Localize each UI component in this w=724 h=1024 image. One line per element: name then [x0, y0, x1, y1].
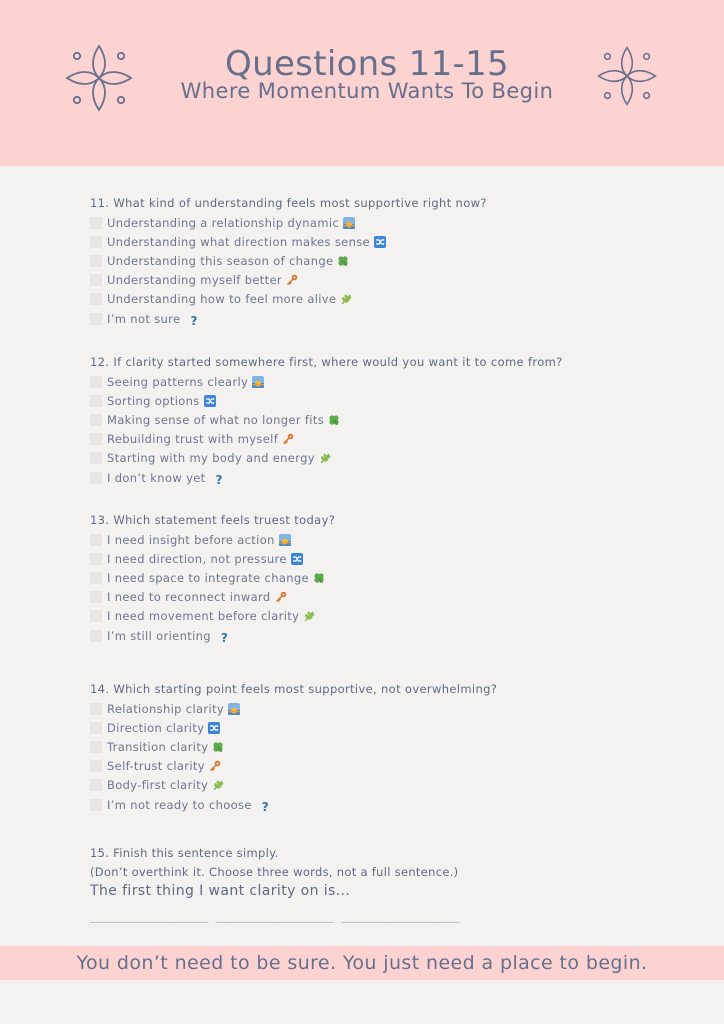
checkbox[interactable]: [90, 591, 102, 603]
option-label: Direction clarity: [107, 720, 205, 735]
answer-blank-1[interactable]: ________________________: [90, 910, 208, 923]
sunrise-emoji-icon: [252, 376, 264, 388]
checkbox[interactable]: [90, 414, 102, 426]
q14-option-not-ready[interactable]: [90, 797, 269, 812]
four-leaf-clover-emoji-icon: [337, 255, 349, 267]
checkbox[interactable]: [90, 722, 102, 734]
option-label: Understanding what direction makes sense: [107, 234, 370, 249]
key-emoji-icon: [275, 591, 287, 603]
checkbox[interactable]: [90, 534, 102, 546]
q12-option-trust[interactable]: [90, 431, 294, 446]
q11-option-alive[interactable]: [90, 291, 352, 306]
footer-banner: [0, 946, 724, 980]
q13-option-orienting[interactable]: [90, 628, 228, 643]
question-15-prompt: 15. Finish this sentence simply.: [90, 846, 279, 860]
checkbox[interactable]: [90, 395, 102, 407]
checkbox[interactable]: [90, 779, 102, 791]
option-label: I’m still orienting: [107, 628, 211, 643]
checkbox[interactable]: [90, 217, 102, 229]
checkbox[interactable]: [90, 760, 102, 772]
herb-emoji-icon: [319, 452, 331, 464]
q11-option-season[interactable]: [90, 253, 349, 268]
q12-option-sorting[interactable]: [90, 393, 216, 408]
q14-option-direction[interactable]: [90, 720, 220, 735]
answer-blank-3[interactable]: ________________________: [341, 910, 459, 923]
sunrise-emoji-icon: [279, 534, 291, 546]
question-mark-icon: ?: [261, 799, 270, 814]
shuffle-emoji-icon: [208, 722, 220, 734]
checkbox[interactable]: [90, 553, 102, 565]
checkbox[interactable]: [90, 236, 102, 248]
herb-emoji-icon: [340, 293, 352, 305]
option-label: I need direction, not pressure: [107, 551, 287, 566]
checkbox[interactable]: [90, 452, 102, 464]
question-mark-icon: ?: [215, 472, 223, 487]
q12-option-patterns[interactable]: [90, 374, 264, 389]
q13-option-direction[interactable]: [90, 551, 303, 566]
four-leaf-clover-emoji-icon: [313, 572, 325, 584]
q11-option-relationship[interactable]: [90, 215, 355, 230]
option-label: I need space to integrate change: [107, 570, 309, 585]
key-emoji-icon: [209, 760, 221, 772]
question-mark-icon: ?: [220, 630, 229, 645]
q13-option-reconnect[interactable]: [90, 589, 287, 604]
option-label: Understanding this season of change: [107, 253, 334, 268]
footer-text: You don’t need to be sure. You just need a place to begin.: [76, 952, 648, 974]
sunrise-emoji-icon: [228, 703, 240, 715]
checkbox[interactable]: [90, 630, 102, 642]
checkbox[interactable]: [90, 572, 102, 584]
herb-emoji-icon: [303, 610, 315, 622]
q12-option-no-longer-fits[interactable]: [90, 412, 340, 427]
option-label: Relationship clarity: [107, 701, 225, 716]
q14-option-self-trust[interactable]: [90, 758, 221, 773]
q11-option-myself[interactable]: [90, 272, 298, 287]
q11-option-not-sure[interactable]: [90, 311, 198, 326]
option-label: I need insight before action: [107, 532, 275, 547]
option-label: Starting with my body and energy: [107, 450, 315, 465]
answer-blank-2[interactable]: ________________________: [215, 910, 334, 923]
option-label: Understanding myself better: [107, 272, 283, 287]
q13-option-space[interactable]: [90, 570, 325, 585]
checkbox[interactable]: [90, 255, 102, 267]
option-label: Sorting options: [107, 393, 200, 408]
four-leaf-clover-emoji-icon: [328, 414, 340, 426]
question-14-prompt: 14. Which starting point feels most supportive, not overwhelming?: [90, 682, 498, 696]
question-13-prompt: 13. Which statement feels truest today?: [90, 513, 336, 527]
page-subtitle: Where Momentum Wants To Begin: [180, 79, 554, 103]
q14-option-relationship[interactable]: [90, 701, 240, 716]
shuffle-emoji-icon: [374, 236, 386, 248]
option-label: Making sense of what no longer fits: [107, 412, 325, 427]
checkbox[interactable]: [90, 376, 102, 388]
checkbox[interactable]: [90, 799, 102, 811]
option-label: Understanding a relationship dynamic: [107, 215, 340, 230]
sunrise-emoji-icon: [343, 217, 355, 229]
option-label: Self-trust clarity: [107, 758, 205, 773]
answer-lines: [90, 910, 459, 923]
checkbox[interactable]: [90, 741, 102, 753]
shuffle-emoji-icon: [204, 395, 216, 407]
option-label: Seeing patterns clearly: [107, 374, 249, 389]
question-12-prompt: 12. If clarity started somewhere first, where would you want it to come from?: [90, 355, 563, 369]
herb-emoji-icon: [212, 779, 224, 791]
checkbox[interactable]: [90, 293, 102, 305]
q13-option-insight[interactable]: [90, 532, 291, 547]
key-emoji-icon: [282, 433, 294, 445]
option-label: I’m not sure: [107, 311, 181, 326]
option-label: Understanding how to feel more alive: [107, 291, 337, 306]
option-label: Body-first clarity: [107, 777, 209, 792]
question-mark-icon: ?: [190, 313, 198, 328]
q14-option-transition[interactable]: [90, 739, 224, 754]
option-label: I don’t know yet: [107, 470, 206, 485]
q12-option-body[interactable]: [90, 450, 331, 465]
checkbox[interactable]: [90, 610, 102, 622]
four-leaf-clover-emoji-icon: [212, 741, 224, 753]
checkbox[interactable]: [90, 274, 102, 286]
checkbox[interactable]: [90, 703, 102, 715]
question-11-prompt: 11. What kind of understanding feels most supportive right now?: [90, 196, 487, 210]
option-label: I’m not ready to choose: [107, 797, 252, 812]
q12-option-dont-know[interactable]: [90, 470, 223, 485]
question-15-note: (Don’t overthink it. Choose three words, not a full sentence.): [90, 865, 459, 879]
page-title: Questions 11-15: [225, 44, 509, 84]
q14-option-body-first[interactable]: [90, 777, 224, 792]
option-label: Transition clarity: [107, 739, 209, 754]
option-label: I need movement before clarity: [107, 608, 300, 623]
checkbox[interactable]: [90, 472, 102, 484]
q11-option-direction[interactable]: [90, 234, 386, 249]
checkbox[interactable]: [90, 433, 102, 445]
key-emoji-icon: [286, 274, 298, 286]
option-label: Rebuilding trust with myself: [107, 431, 279, 446]
shuffle-emoji-icon: [291, 553, 303, 565]
question-15-sentence: The first thing I want clarity on is...: [90, 883, 351, 899]
option-label: I need to reconnect inward: [107, 589, 271, 604]
checkbox[interactable]: [90, 313, 102, 325]
q13-option-movement[interactable]: [90, 608, 315, 623]
